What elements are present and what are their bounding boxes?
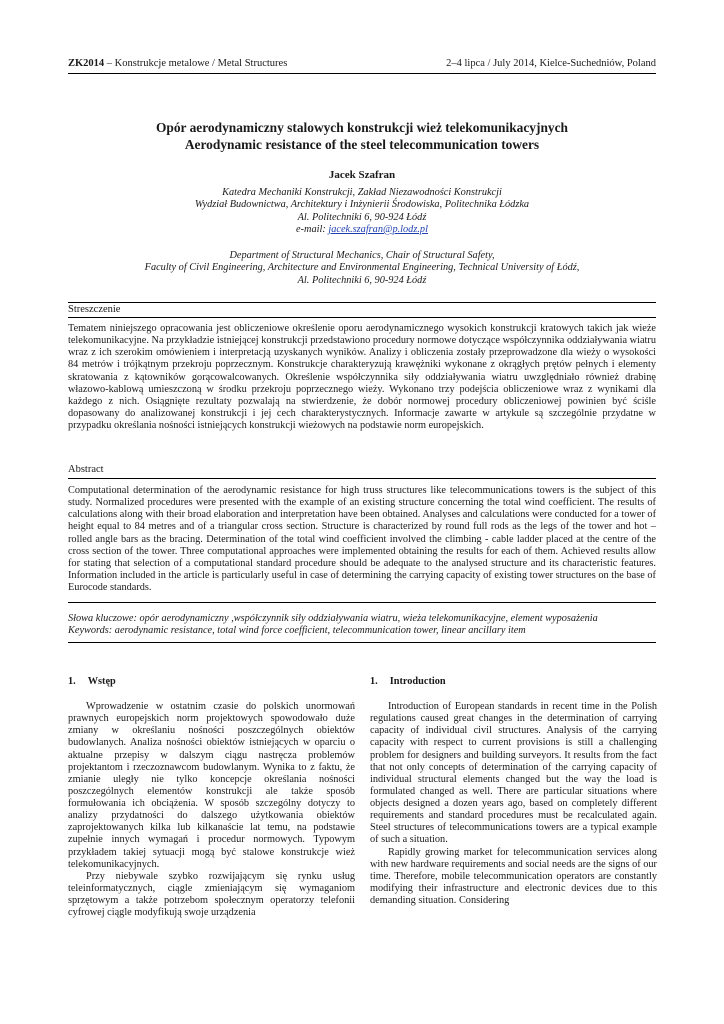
section-body-introduction: [370, 701, 657, 907]
paragraph: Wprowadzenie w ostatnim czasie do polskich unormowań prawnych europejskich norm projektowych spowodowało duże zmiany w określaniu nośności poszczególnych obiektów budowlanych. Analiza nośności obiektów istniejących w oparciu o aktualne przepisy w dalszym ciągu nastręcza problemów projektantom i rzeczoznawcom budowlanym. Wynika to z faktu, że zmianie uległy nie tylko koncepcje określania nośności poszczególnych elementów konstrukcji ale także sposób formułowania ich obciążenia. W sposób szczególny dotyczy to analizy przydatności do dalszego użytkowania obiektów zaprojektowanych kilka lub kilkanaście lat temu, na podstawie zupełnie innych wymagań i procedur normowych. Typowym przykładem takiej sytuacji mogą być stalowe konstrukcje wież telekomunikacyjnych.: [68, 701, 355, 870]
abstract-text: Computational determination of the aerodynamic resistance for high truss structures like telecommunications towers is the subject of this study. Normalized procedures were presented with the example of an existing structure concerning the total wind coefficient. The results of calculations along with their broad elaboration and interpretation have been obtained. Analyses and calculations were conducted for a tower of height equal to 84 metres and of a triangular cross section. Structure is characterized by round full rods as the legs of the tower and hot – rolled angle bars as the bracing. Determination of the total wind coefficient involved the climbing - cable ladder placed at the centre of the cross section of the tower. Three computational approaches were implemented obtaining the results for each of them. Achieved results allow for stating that selection of a computational standard procedure should be adequate to the analysed structure and its characteristic features. Information included in the article is particularly useful in case of determining the carrying capacity of existing tower structures on the base of Eurocode standards.: [68, 485, 656, 594]
keywords-english: Keywords: aerodynamic resistance, total wind force coefficient, telecommunication tower, linear ancillary item: [68, 625, 526, 637]
section-body-wstep: [68, 701, 355, 919]
streszczenie-bottom-rule: [68, 317, 656, 318]
author-name: Jacek Szafran: [328, 169, 396, 181]
header-right: 2–4 lipca / July 2014, Kielce-Suchedniów, Poland: [446, 58, 656, 69]
header-divider: [68, 73, 656, 74]
section-heading-wstep: 1. Wstęp: [68, 676, 116, 687]
running-header: [68, 58, 656, 70]
keywords-polish: Słowa kluczowe: opór aerodynamiczny ,współczynnik siły oddziaływania wiatru, wieża telekomunikacyjne, element wyposażenia: [68, 613, 598, 624]
affiliation-polish: Katedra Mechaniki Konstrukcji, Zakład Niezawodności Konstrukcji Wydział Budownictwa, Architektury i Inżynierii Środowiska, Politechnika Łódzka Al. Politechniki 6, 90-924 Łódź e-mail: jacek.szafran@p.lodz.pl: [68, 187, 656, 236]
paragraph: Przy niebywale szybko rozwijającym się rynku usług teleinformatycznych, ciągle zmieniającym się wymaganiom sprzętowym a także potrzebom społecznym operatorzy telefonii cyfrowej ciągle modyfikują swoje urządzenia: [68, 870, 355, 919]
abstract-label: Abstract: [68, 464, 104, 475]
section-heading-introduction: 1. Introduction: [370, 676, 446, 687]
header-left: ZK2014 – Konstrukcje metalowe / Metal Structures: [68, 58, 288, 69]
keywords-bottom-rule: [68, 642, 656, 643]
keywords-block: [68, 613, 656, 638]
email-link[interactable]: jacek.szafran@p.lodz.pl: [328, 223, 428, 235]
paragraph: Rapidly growing market for telecommunication services along with new hardware requirements and social needs are the signs of our time. Therefore, mobile telecommunication operators are constantly modifying their infrastructure and electronic devices due to this demanding situation. Considering: [370, 846, 657, 906]
keywords-top-rule: [68, 602, 656, 603]
streszczenie-text: Tematem niniejszego opracowania jest obliczeniowe określenie oporu aerodynamicznego wysokich konstrukcji kratowych takich jak wieże telekomunikacyjne. Na przykładzie istniejącej konstrukcji przedstawiono procedury normowe dotyczące współczynnika oddziaływania wiatru wraz z ich szerokim omówieniem i interpretacją uzyskanych wyników. Analizy i obliczenia zostały przeprowadzone dla wieży o wysokości 84 metrów i trójkątnym przekroju poprzecznym. Konstrukcje charakteryzują krawężniki wykonane z okrągłych prętów pełnych i elementy skratowania z kątowników gorącowalcowanych. Określenie współczynnika siły oddziaływania wiatru uwzględniało również drabinę włazowo-kablową umieszczoną w środku przekroju poprzecznego wieży. Wykonano trzy podejścia obliczeniowe wraz z wynikami dla każdego z nich. Osiągnięte rezultaty pozwalają na stwierdzenie, że dobór normowej procedury obliczeniowej powinien być ściśle dopasowany do analizowanej konstrukcji i jej cech charakterystycznych. Informacje zawarte w artykule są szczególnie przydatne w przypadku określania nośności istniejących konstrukcji wieżowych na podstawie norm europejskich.: [68, 323, 656, 432]
column-english: [370, 676, 657, 907]
streszczenie-top-rule: [68, 302, 656, 303]
title-polish: Opór aerodynamiczny stalowych konstrukcji wież telekomunikacyjnych: [155, 120, 568, 135]
paragraph: Introduction of European standards in recent time in the Polish regulations caused great changes in the determination of carrying capacity of individual civil structures. Analysis of the carrying capacity with respect to current provisions is still a challenging problem for designers and building surveyors. It results from the fact that not only concepts of determination of the carrying capacity of individual structural elements changed but the way the load is formulated changed as well. There are particular situations where objects designed a dozen years ago, based on completely different requirements and standard procedures must be recalculated again. Steel structures of telecommunications towers are a typical example of such a situation.: [370, 701, 657, 846]
title-english: Aerodynamic resistance of the steel telecommunication towers: [184, 136, 540, 152]
column-polish: [68, 676, 355, 919]
affiliation-english: Department of Structural Mechanics, Chair of Structural Safety, Faculty of Civil Engineering, Architecture and Environmental Engineering, Technical University of Łódź, Al. Politechniki 6, 90-924 Łódź: [144, 250, 580, 286]
streszczenie-label: Streszczenie: [68, 304, 121, 315]
abstract-rule: [68, 478, 656, 479]
paper-title: [68, 120, 656, 153]
email-line: e-mail: jacek.szafran@p.lodz.pl: [296, 223, 428, 235]
